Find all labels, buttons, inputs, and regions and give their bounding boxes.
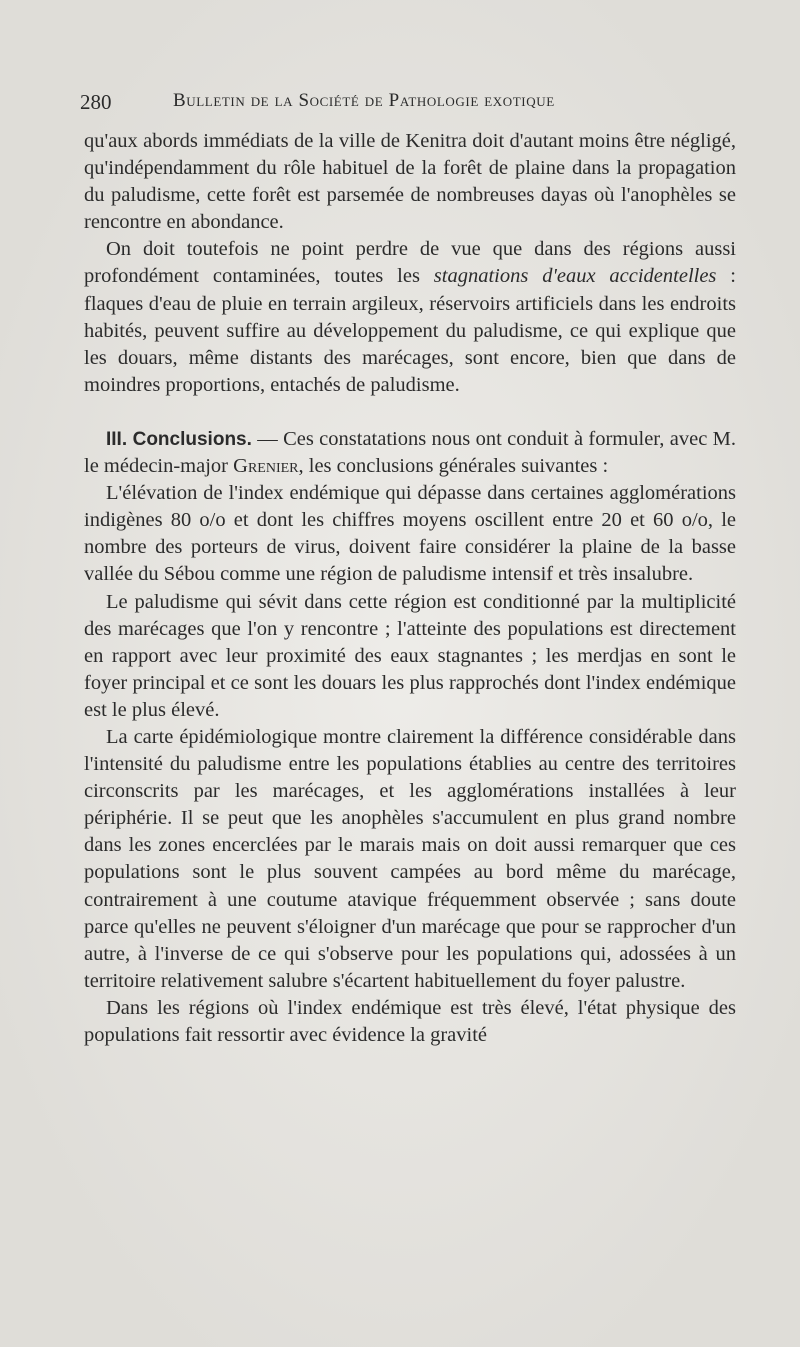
body-text <box>84 128 736 1049</box>
paragraph-continuation: qu'aux abords immédiats de la ville de Kenitra doit d'autant moins être négligé, qu'indépendamment du rôle habituel de la forêt de plaine dans la propagation du paludisme, cette forêt est parsemée de nombreuses dayas où l'anophèles se rencontre en abondance. <box>84 130 736 234</box>
paragraph-marecages: Le paludisme qui sévit dans cette région est conditionné par la multiplicité des marécages que l'on y rencontre ; l'atteinte des populations est directement en rapport avec leur proximité des eaux stagnantes ; les merdjas en sont le foyer principal et ce sont les douars les plus rapprochés dont l'index endémique est le plus élevé. <box>84 590 736 721</box>
running-title: Bulletin de la Société de Pathologie exotique <box>173 90 555 111</box>
paragraph-text: — Ces constatations nous ont conduit à formuler, avec M. le médecin-major <box>84 427 736 478</box>
italic-term: stagnations d'eaux accidentelles <box>433 265 717 288</box>
paragraph-etat-physique: Dans les régions où l'index endémique est très élevé, l'état physique des populations fait ressortir avec évidence la gravité <box>84 996 736 1046</box>
paragraph-text: , les conclusions générales suivantes : <box>298 455 609 478</box>
page-number: 280 <box>80 90 112 114</box>
paragraph-text: On doit toutefois ne point perdre de vue que dans des régions aussi profondément contaminées, toutes les <box>84 238 736 288</box>
section-heading: III. Conclusions. <box>106 428 252 450</box>
page-header <box>80 86 740 116</box>
section-spacer <box>84 399 736 426</box>
paragraph-index-endemique: L'élévation de l'index endémique qui dépasse dans certaines agglomérations indigènes 80 o/o et dont les chiffres moyens oscillent entre 20 et 60 o/o, le nombre des porteurs de virus, doivent faire considérer la plaine de la basse vallée du Sébou comme une région de paludisme intensif et très insalubre. <box>84 482 736 586</box>
paragraph-text: : flaques d'eau de pluie en terrain argileux, réservoirs artificiels dans les endroits habités, peuvent suffire au développement du paludisme, ce qui explique que les douars, même distants des marécages, sont encore, bien que dans de moindres proportions, entachés de paludisme. <box>84 265 736 396</box>
paragraph-carte: La carte épidémiologique montre clairement la différence considérable dans l'intensité du paludisme entre les populations établies au centre des territoires circonscrits par les marécages, et les agglomérations installées à leur périphérie. Il se peut que les anophèles s'accumulent en plus grand nombre dans les zones encerclées par le marais mais on doit aussi remarquer que ces populations sont le plus souvent campées au bord même du marécage, contrairement à une coutume atavique fréquemment observée ; sans doute parce qu'elles ne peuvent s'éloigner d'un marécage que pour se rapprocher d'un autre, à l'inverse de ce qui s'observe pour les populations qui, adossées à un territoire relativement salubre s'écartent habituellement du foyer palustre. <box>84 725 736 992</box>
paragraph-conclusions <box>84 426 736 480</box>
author-name: Grenier <box>233 455 299 478</box>
paragraph-stagnations <box>84 236 736 399</box>
